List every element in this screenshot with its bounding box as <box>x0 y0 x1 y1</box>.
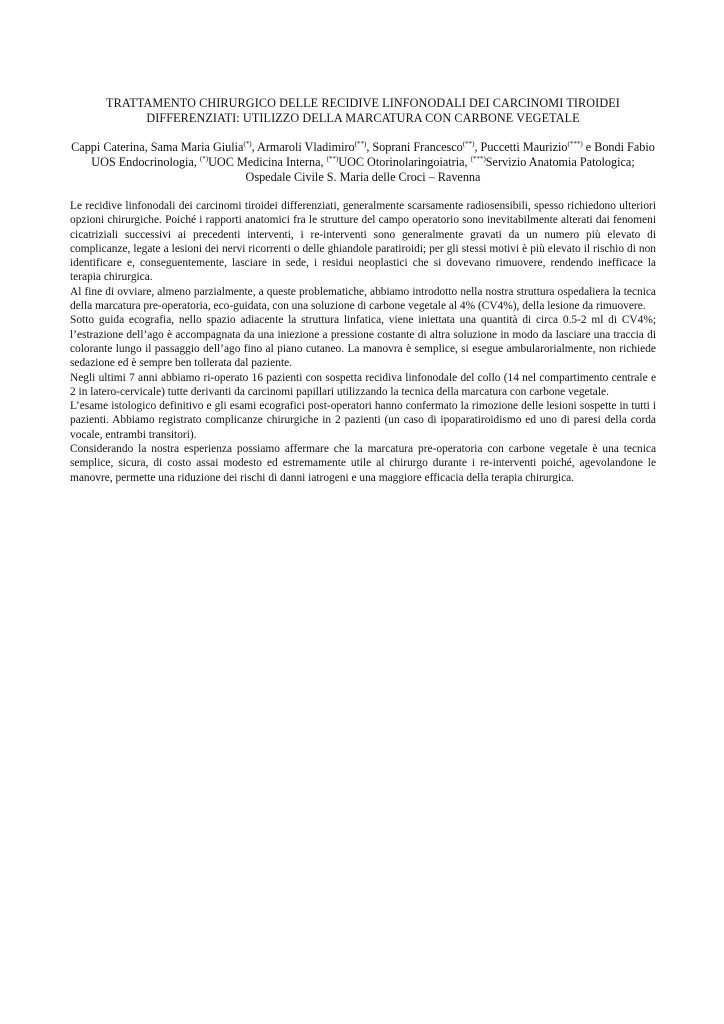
affiliation-mark: (*) <box>243 140 252 148</box>
document-page <box>70 96 656 485</box>
author-block <box>70 140 656 185</box>
abstract-body <box>70 199 656 485</box>
affiliation-list <box>70 155 656 170</box>
author-puccetti: , Puccetti Maurizio <box>474 140 568 154</box>
affiliation-endocrinologia: UOS Endocrinologia, <box>91 155 200 169</box>
affiliation-mark: (***) <box>567 140 583 148</box>
author-armaroli: , Armaroli Vladimiro <box>251 140 355 154</box>
affiliation-anatomia-patologica: Servizio Anatomia Patologica; <box>485 155 635 169</box>
title-line-1: TRATTAMENTO CHIRURGICO DELLE RECIDIVE LINFONODALI DEI CARCINOMI TIROIDEI <box>106 96 620 110</box>
title-line-2: DIFFERENZIATI: UTILIZZO DELLA MARCATURA CON CARBONE VEGETALE <box>146 111 580 125</box>
paragraph: Negli ultimi 7 anni abbiamo ri-operato 16 pazienti con sospetta recidiva linfonodale del collo (14 nel compartimento centrale e 2 in latero-cervicale) tutte derivanti da carcinomi papillari utilizzando la tecnica della marcatura con carbone vegetale. <box>70 371 656 398</box>
document-title <box>70 96 656 126</box>
hospital-name: Ospedale Civile S. Maria delle Croci – Ravenna <box>245 170 481 184</box>
paragraph: L’esame istologico definitivo e gli esami ecografici post-operatori hanno confermato la rimozione delle lesioni sospette in tutti i pazienti. Abbiamo registrato complicanze chirurgiche in 2 pazienti (un caso di ipoparatiroidismo ed uno di paresi della corda vocale, entrambi transitori). <box>70 400 656 441</box>
affiliation-mark: (***) <box>470 155 486 163</box>
author-cappi-sama: Cappi Caterina, Sama Maria Giulia <box>71 140 244 154</box>
author-list <box>70 140 656 155</box>
affiliation-mark: (*) <box>199 155 209 163</box>
author-soprani: , Soprani Francesco <box>366 140 463 154</box>
paragraph: Considerando la nostra esperienza possiamo affermare che la marcatura pre-operatoria con carbone vegetale è una tecnica semplice, sicura, di costo assai modesto ed estremamente utile al chirurgo durante i re-interventi poiché, agevolandone le manovre, permette una riduzione dei rischi di danni iatrogeni e una maggiore efficacia della terapia chirurgica. <box>70 443 656 484</box>
affiliation-mark: (**) <box>354 140 367 148</box>
affiliation-medicina-interna: UOC Medicina Interna, <box>208 155 327 169</box>
paragraph: Le recidive linfonodali dei carcinomi tiroidei differenziati, generalmente scarsamente radiosensibili, spesso richiedono ulteriori opzioni chirurgiche. Poiché i rapporti anatomici fra le strutture del campo operatorio sono inevitabilmente alterati dai fenomeni cicatriziali successivi ai precedenti interventi, i re-interventi sono generalmente gravati da un numero più elevato di complicanze, legate a lesioni dei nervi ricorrenti o delle ghiandole paratiroidi; per gli stessi motivi è più elevato il rischio di non identificare e, conseguentemente, lasciare in sede, i residui neoplastici che si dovevano rimuovere, rendendo inefficace la terapia chirurgica. <box>70 200 656 284</box>
affiliation-mark: (**) <box>462 140 475 148</box>
paragraph: Sotto guida ecografia, nello spazio adiacente la struttura linfatica, viene iniettata una quantità di circa 0.5-2 ml di CV4%; l’estrazione dell’ago è accompagnata da una iniezione a pressione costante di altra soluzione in modo da lasciare una traccia di colorante lungo il passaggio dell’ago fino al piano cutaneo. La manovra è semplice, si esegue ambularorialmente, non richiede sedazione ed è sempre ben tollerata dal paziente. <box>70 314 656 370</box>
author-bondi: e Bondi Fabio <box>582 140 655 154</box>
paragraph: Al fine di ovviare, almeno parzialmente, a queste problematiche, abbiamo introdotto nella nostra struttura ospedaliera la tecnica della marcatura pre-operatoria, eco-guidata, con una soluzione di carbone vegetale al 4% (CV4%), della lesione da rimuovere. <box>70 285 656 313</box>
affiliation-mark: (**) <box>326 155 339 163</box>
affiliation-otorino: UOC Otorinolaringoiatria, <box>338 155 471 169</box>
